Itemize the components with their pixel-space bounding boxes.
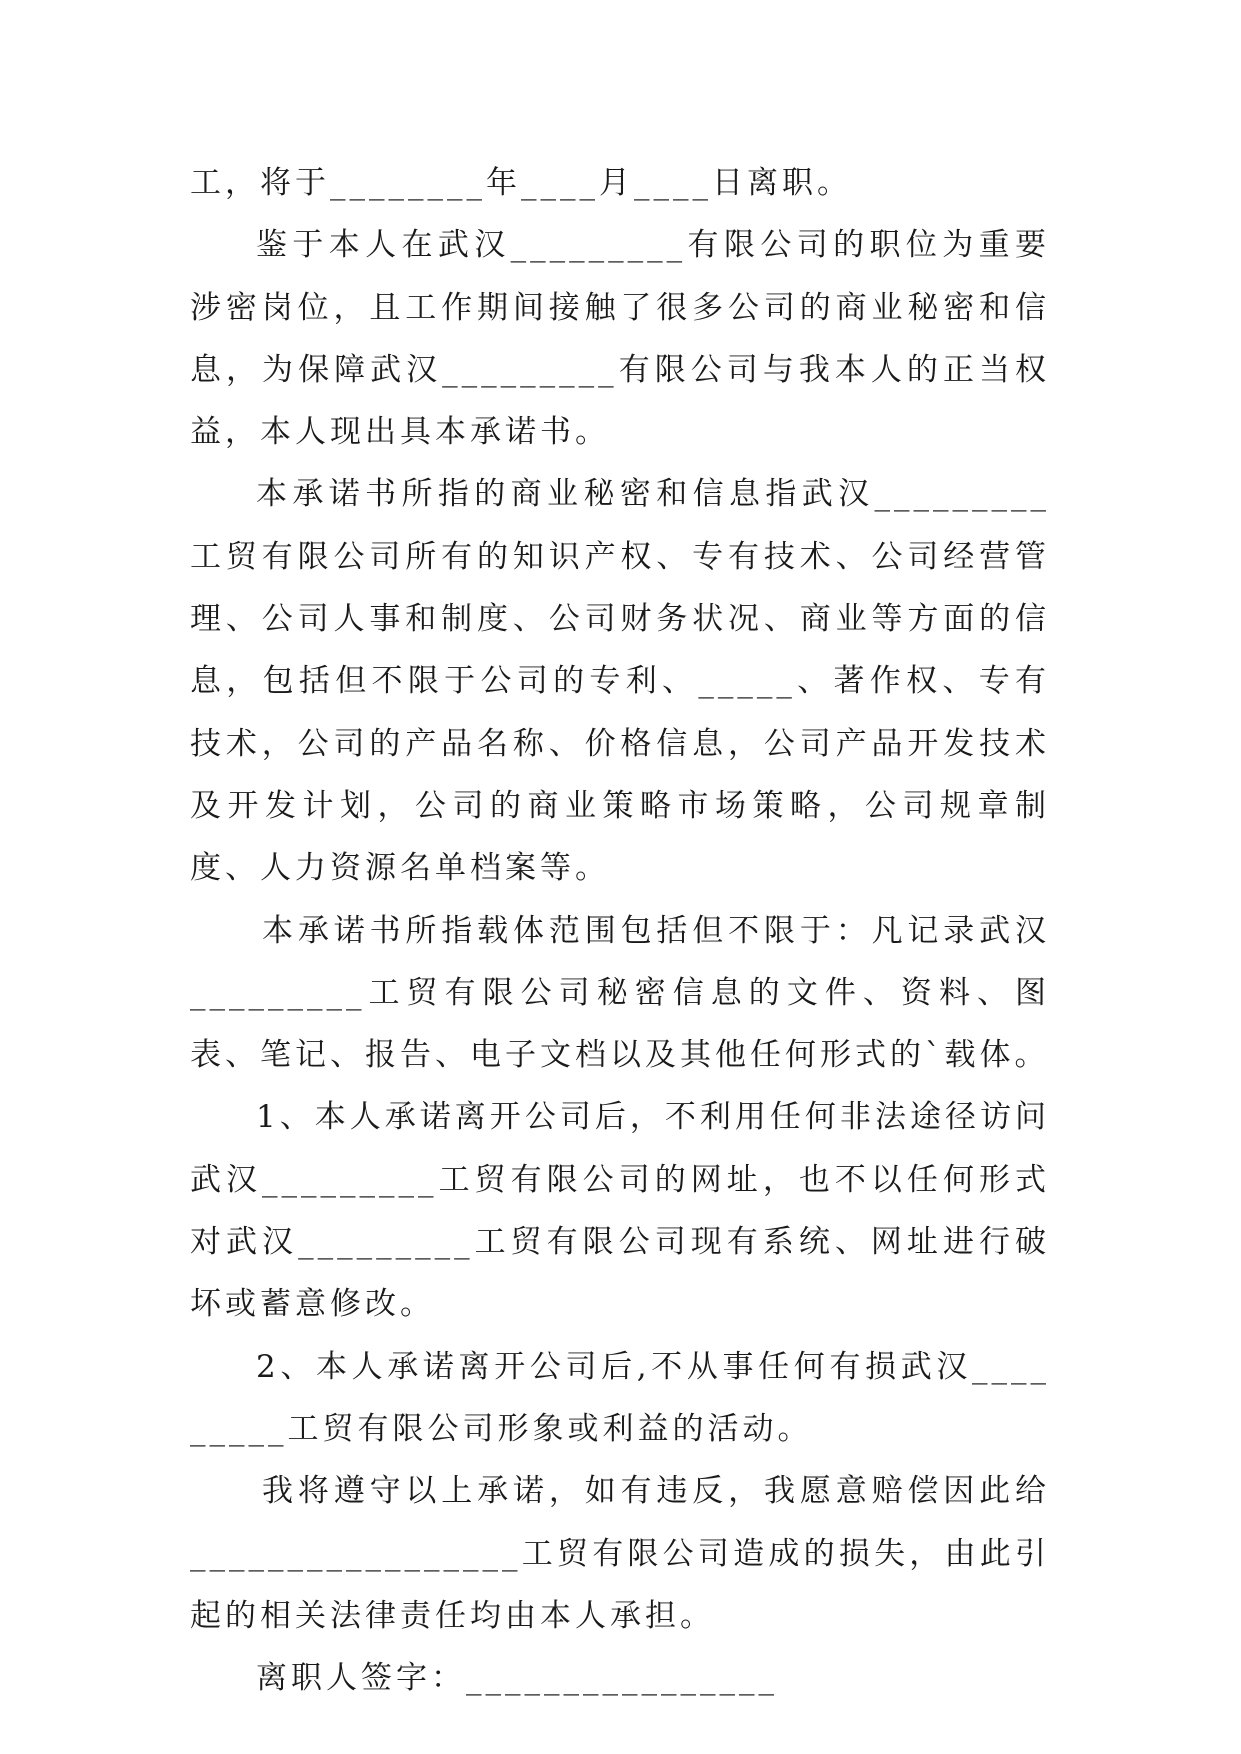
paragraph-commitment-2: 2、本人承诺离开公司后,不从事任何有损武汉_________工贸有限公司形象或利益的活动。 — [190, 1348, 1050, 1447]
signature-line: 离职人签字：________________ — [256, 1660, 778, 1697]
document-page — [190, 152, 1050, 1709]
paragraph-secret-definition: 本承诺书所指的商业秘密和信息指武汉_________工贸有限公司所有的知识产权、专有技术、公司经营管理、公司人事和制度、公司财务状况、商业等方面的信息，包括但不限于公司的专利、_____、著作权、专有技术，公司的产品名称、价格信息，公司产品开发技术及开发计划，公司的商业策略市场策略，公司规章制度、人力资源名单档案等。 — [190, 476, 1050, 887]
paragraph-carrier-scope: 本承诺书所指载体范围包括但不限于：凡记录武汉_________工贸有限公司秘密信息的文件、资料、图表、笔记、报告、电子文档以及其他任何形式的`载体。 — [190, 912, 1050, 1074]
paragraph-purpose: 鉴于本人在武汉_________有限公司的职位为重要涉密岗位，且工作期间接触了很多公司的商业秘密和信息，为保障武汉_________有限公司与我本人的正当权益，本人现出具本承诺书。 — [190, 227, 1050, 451]
paragraph-commitment-1: 1、本人承诺离开公司后，不利用任何非法途径访问武汉_________工贸有限公司的网址，也不以任何形式对武汉_________工贸有限公司现有系统、网址进行破坏或蓄意修改。 — [190, 1099, 1050, 1323]
paragraph-liability: 我将遵守以上承诺，如有违反，我愿意赔偿因此给_________________工贸有限公司造成的损失，由此引起的相关法律责任均由本人承担。 — [190, 1473, 1050, 1634]
paragraph-departure-date: 工，将于________年____月____日离职。 — [190, 165, 852, 201]
